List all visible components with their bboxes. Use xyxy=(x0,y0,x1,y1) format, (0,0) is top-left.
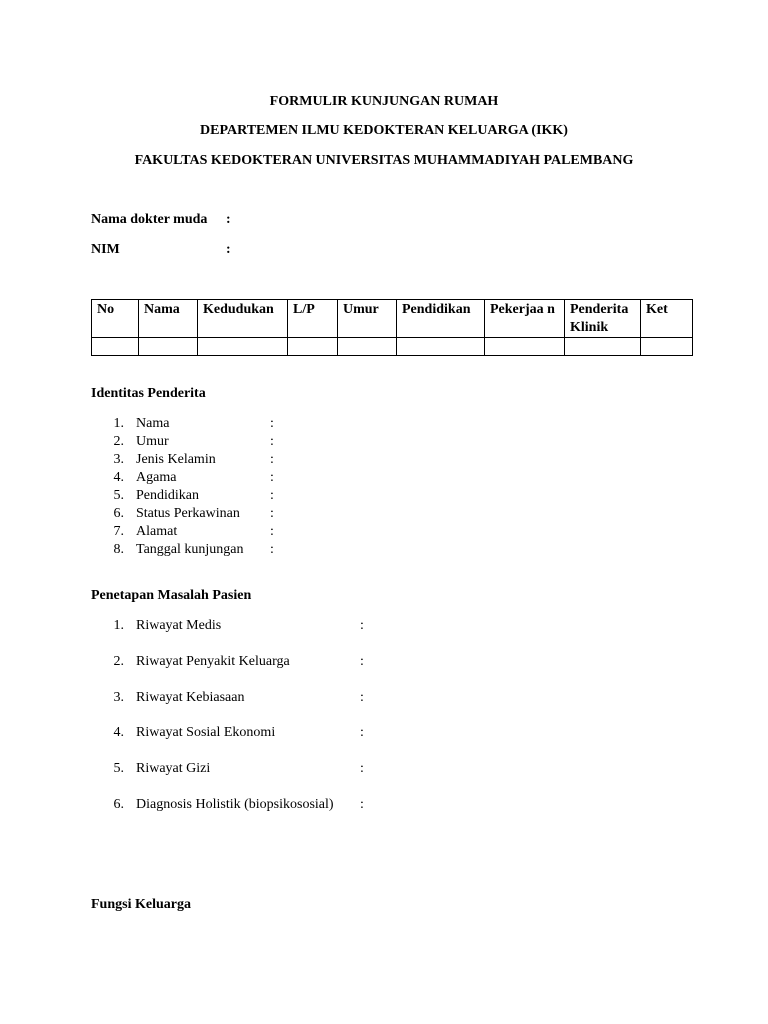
list-item-colon: : xyxy=(360,797,364,812)
list-item-number: 1. xyxy=(113,618,124,633)
family-table xyxy=(91,299,693,356)
col-header-lp: L/P xyxy=(288,300,338,338)
list-item-colon: : xyxy=(270,488,274,503)
list-item-colon: : xyxy=(270,470,274,485)
nim-colon: : xyxy=(226,242,231,257)
list-item-number: 4. xyxy=(113,470,124,485)
list-item-label: Jenis Kelamin xyxy=(136,452,216,467)
list-item-colon: : xyxy=(270,416,274,431)
table-cell[interactable] xyxy=(397,338,485,356)
col-header-penderita-klinik: Penderita Klinik xyxy=(565,300,641,338)
form-title: FORMULIR KUNJUNGAN RUMAH xyxy=(269,94,499,109)
doctor-name-label: Nama dokter muda xyxy=(91,212,208,227)
faculty-title: FAKULTAS KEDOKTERAN UNIVERSITAS MUHAMMADIYAH PALEMBANG xyxy=(134,153,634,168)
col-header-umur: Umur xyxy=(338,300,397,338)
col-header-ket: Ket xyxy=(641,300,693,338)
table-cell[interactable] xyxy=(288,338,338,356)
list-item-colon: : xyxy=(270,434,274,449)
col-header-pekerjaan: Pekerjaa n xyxy=(485,300,565,338)
list-item-number: 3. xyxy=(113,452,124,467)
masalah-heading: Penetapan Masalah Pasien xyxy=(91,588,252,603)
list-item-number: 4. xyxy=(113,725,124,741)
list-item-colon: : xyxy=(360,761,364,777)
list-item-label: Pendidikan xyxy=(136,488,199,503)
list-item-number: 6. xyxy=(113,506,124,521)
list-item-colon: : xyxy=(360,725,364,741)
fungsi-heading: Fungsi Keluarga xyxy=(91,897,191,912)
table-cell[interactable] xyxy=(198,338,288,356)
doctor-name-colon: : xyxy=(226,212,231,227)
list-item-colon: : xyxy=(360,618,364,633)
list-item-label: Nama xyxy=(136,416,170,431)
nim-label: NIM xyxy=(91,242,120,257)
list-item-colon: : xyxy=(270,452,274,467)
list-item-number: 8. xyxy=(113,542,124,557)
table-row xyxy=(92,338,693,356)
table-cell[interactable] xyxy=(485,338,565,356)
table-cell[interactable] xyxy=(338,338,397,356)
list-item-number: 5. xyxy=(113,761,124,777)
list-item-number: 2. xyxy=(113,653,124,669)
list-item-colon: : xyxy=(270,542,274,557)
list-item-number: 6. xyxy=(113,797,124,812)
list-item-number: 1. xyxy=(113,416,124,431)
list-item-label: Riwayat Medis xyxy=(136,618,222,633)
list-item-label: Status Perkawinan xyxy=(136,506,240,521)
list-item-label: Alamat xyxy=(136,524,178,539)
col-header-kedudukan: Kedudukan xyxy=(198,300,288,338)
table-cell[interactable] xyxy=(565,338,641,356)
table-header-row xyxy=(92,300,693,338)
list-item-label: Umur xyxy=(136,434,169,449)
col-header-pendidikan: Pendidikan xyxy=(397,300,485,338)
table-cell[interactable] xyxy=(139,338,198,356)
list-item-label: Riwayat Penyakit Keluarga xyxy=(136,653,290,669)
list-item-label: Agama xyxy=(136,470,177,485)
list-item-number: 7. xyxy=(113,524,124,539)
department-title: DEPARTEMEN ILMU KEDOKTERAN KELUARGA (IKK) xyxy=(200,123,568,138)
table-cell[interactable] xyxy=(641,338,693,356)
list-item-colon: : xyxy=(270,524,274,539)
list-item-label: Tanggal kunjungan xyxy=(136,542,244,557)
list-item-number: 3. xyxy=(113,689,124,705)
list-item-colon: : xyxy=(270,506,274,521)
list-item-label: Riwayat Gizi xyxy=(136,761,211,777)
table-cell[interactable] xyxy=(92,338,139,356)
col-header-no: No xyxy=(92,300,139,338)
list-item-colon: : xyxy=(360,689,364,705)
list-item-label: Riwayat Sosial Ekonomi xyxy=(136,725,276,741)
list-item-label: Diagnosis Holistik (biopsikososial) xyxy=(136,797,334,812)
col-header-nama: Nama xyxy=(139,300,198,338)
list-item-colon: : xyxy=(360,653,364,669)
identitas-heading: Identitas Penderita xyxy=(91,386,206,401)
list-item-number: 2. xyxy=(113,434,124,449)
list-item-number: 5. xyxy=(113,488,124,503)
list-item-label: Riwayat Kebiasaan xyxy=(136,689,245,705)
